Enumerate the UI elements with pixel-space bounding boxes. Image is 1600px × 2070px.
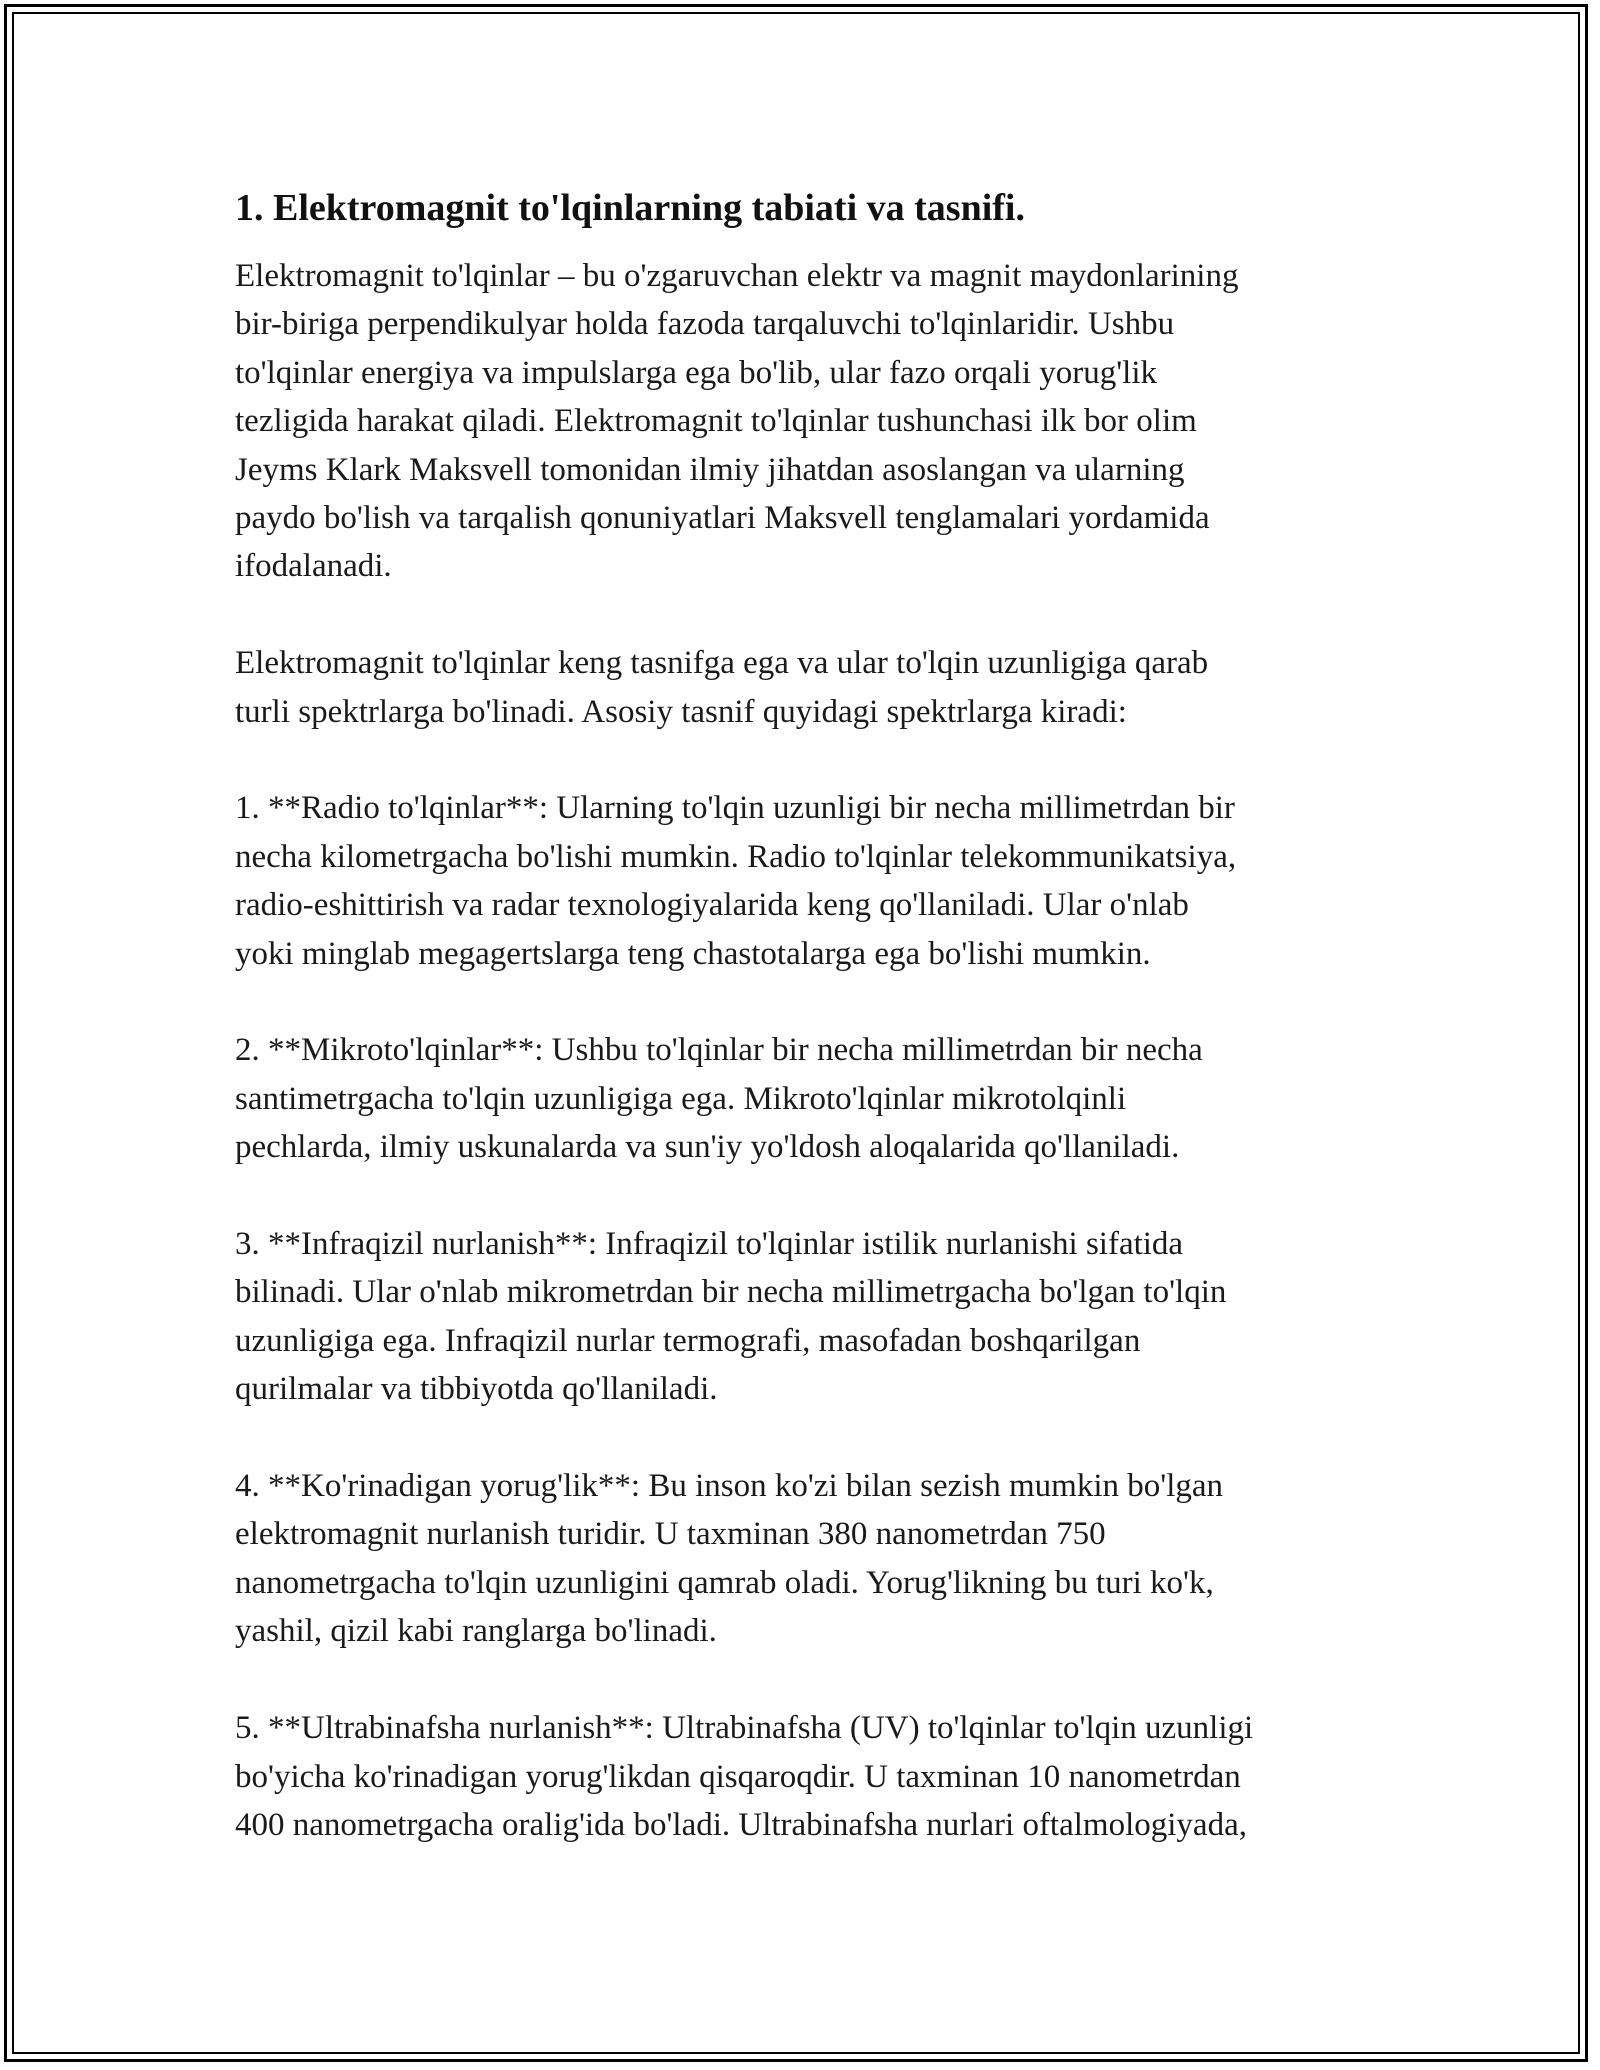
text-line: yoki minglab megagertslarga teng chastotalarga ega bo'lishi mumkin.	[235, 935, 1151, 972]
paragraph-intro	[235, 252, 1375, 591]
text-line: radio-eshittirish va radar texnologiyalarida keng qo'llaniladi. Ular o'nlab	[235, 887, 1189, 924]
paragraph-microwaves	[235, 1026, 1375, 1171]
text-line: 2. **Mikroto'lqinlar**: Ushbu to'lqinlar bir necha millimetrdan bir necha	[235, 1032, 1203, 1069]
text-line: paydo bo'lish va tarqalish qonuniyatlari Maksvell tenglamalari yordamida	[235, 500, 1210, 537]
text-line: bir-biriga perpendikulyar holda fazoda tarqaluvchi to'lqinlaridir. Ushbu	[235, 306, 1175, 343]
text-line: tezligida harakat qiladi. Elektromagnit to'lqinlar tushunchasi ilk bor olim	[235, 403, 1197, 440]
paragraph-radio-waves	[235, 784, 1375, 978]
text-line: Elektromagnit to'lqinlar keng tasnifga ega va ular to'lqin uzunligiga qarab	[235, 645, 1209, 682]
text-line: 400 nanometrgacha oralig'ida bo'ladi. Ultrabinafsha nurlari oftalmologiyada,	[235, 1806, 1247, 1843]
text-line: bo'yicha ko'rinadigan yorug'likdan qisqaroqdir. U taxminan 10 nanometrdan	[235, 1758, 1241, 1795]
paragraph-infrared	[235, 1220, 1375, 1414]
text-line: santimetrgacha to'lqin uzunligiga ega. Mikroto'lqinlar mikrotolqinli	[235, 1080, 1127, 1117]
paragraph-ultraviolet	[235, 1704, 1375, 1849]
document-body	[235, 184, 1375, 1898]
text-line: 4. **Ko'rinadigan yorug'lik**: Bu inson ko'zi bilan sezish mumkin bo'lgan	[235, 1468, 1224, 1505]
paragraph-classification	[235, 639, 1375, 736]
text-line: ifodalanadi.	[235, 548, 392, 585]
text-line: necha kilometrgacha bo'lishi mumkin. Radio to'lqinlar telekommunikatsiya,	[235, 838, 1237, 875]
text-line: qurilmalar va tibbiyotda qo'llaniladi.	[235, 1371, 718, 1408]
text-line: yashil, qizil kabi ranglarga bo'linadi.	[235, 1613, 717, 1650]
text-line: turli spektrlarga bo'linadi. Asosiy tasnif quyidagi spektrlarga kiradi:	[235, 693, 1127, 730]
text-line: to'lqinlar energiya va impulslarga ega bo'lib, ular fazo orqali yorug'lik	[235, 354, 1158, 391]
text-line: nanometrgacha to'lqin uzunligini qamrab oladi. Yorug'likning bu turi ko'k,	[235, 1564, 1214, 1601]
text-line: uzunligiga ega. Infraqizil nurlar termografi, masofadan boshqarilgan	[235, 1322, 1141, 1359]
paragraph-visible-light	[235, 1462, 1375, 1656]
text-line: 3. **Infraqizil nurlanish**: Infraqizil to'lqinlar istilik nurlanishi sifatida	[235, 1226, 1184, 1263]
text-line: 5. **Ultrabinafsha nurlanish**: Ultrabinafsha (UV) to'lqinlar to'lqin uzunligi	[235, 1710, 1254, 1747]
text-line: 1. **Radio to'lqinlar**: Ularning to'lqin uzunligi bir necha millimetrdan bir	[235, 790, 1235, 827]
text-line: pechlarda, ilmiy uskunalarda va sun'iy yo'ldosh aloqalarida qo'llaniladi.	[235, 1129, 1180, 1166]
text-line: elektromagnit nurlanish turidir. U taxminan 380 nanometrdan 750	[235, 1516, 1106, 1553]
text-line: Jeyms Klark Maksvell tomonidan ilmiy jihatdan asoslangan va ularning	[235, 451, 1185, 488]
text-line: Elektromagnit to'lqinlar – bu o'zgaruvchan elektr va magnit maydonlarining	[235, 258, 1239, 294]
text-line: bilinadi. Ular o'nlab mikrometrdan bir necha millimetrgacha bo'lgan to'lqin	[235, 1274, 1227, 1311]
section-heading: 1. Elektromagnit to'lqinlarning tabiati va tasnifi.	[235, 187, 1025, 229]
